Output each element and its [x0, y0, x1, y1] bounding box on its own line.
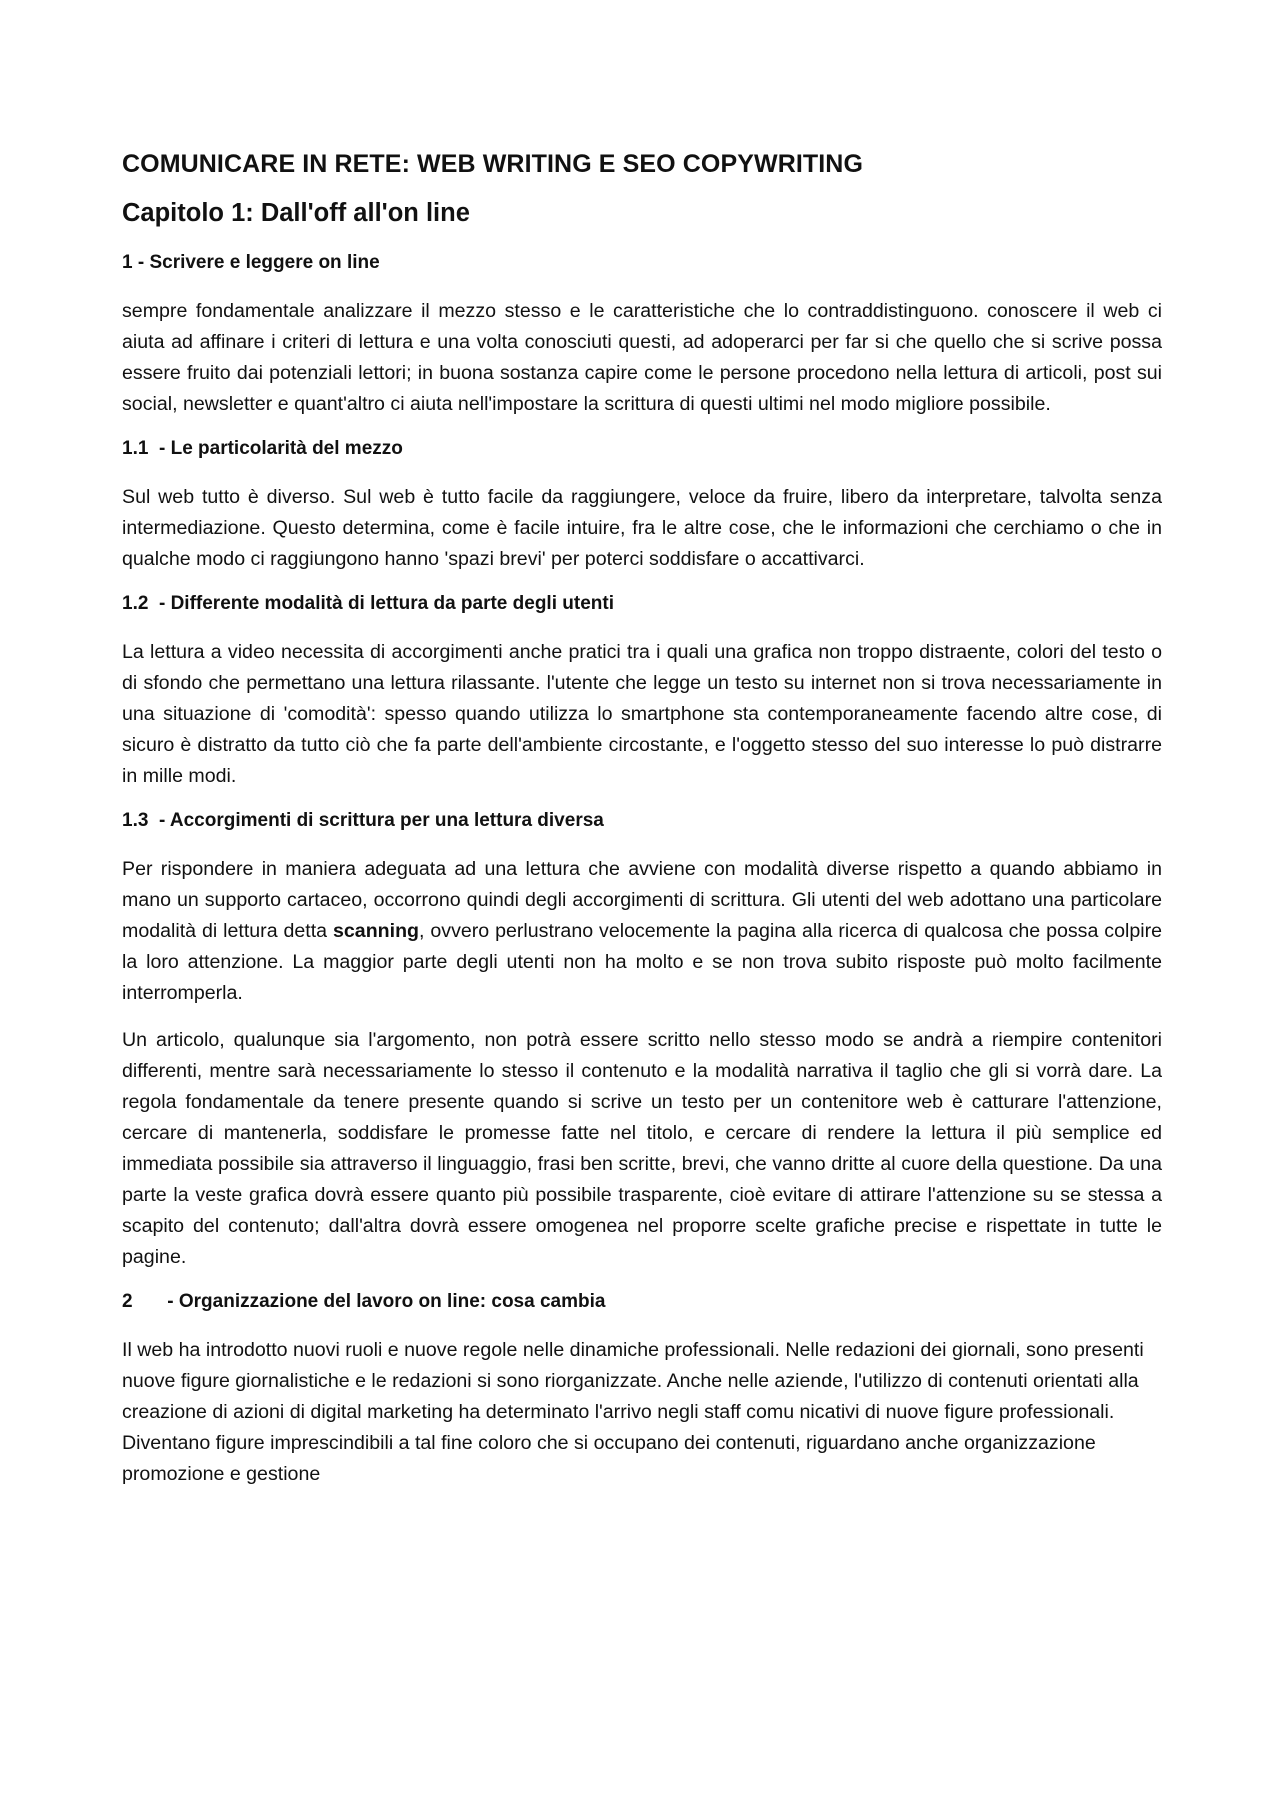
section-title: - Differente modalità di lettura da parte degli utenti — [158, 593, 614, 614]
section-2-paragraph: Il web ha introdotto nuovi ruoli e nuove regole nelle dinamiche professionali. Nelle redazioni dei giornali, sono presenti nuove figure giornalistiche e le redazioni si sono riorganizzate. Anche nelle aziende, l'utilizzo di contenuti orientati alla creazione di azioni di digital marketing ha determinato l'arrivo negli staff comu nicativi di nuove figure professionali. Diventano figure imprescindibili a tal fine coloro che si occupano dei contenuti, riguardano anche organizzazione promozione e gestione — [122, 1339, 1144, 1485]
section-number: 1.3 — [122, 810, 149, 831]
section-1-2-paragraph: La lettura a video necessita di accorgimenti anche pratici tra i quali una grafica non troppo distraente, colori del testo o di sfondo che permettano una lettura rilassante. l'utente che legge un testo su internet non si trova necessariamente in una situazione di 'comodità': spesso quando utilizza lo smartphone sta contemporaneamente facendo altre cose, di sicuro è distratto da tutto ciò che fa parte dell'ambiente circostante, e l'oggetto stesso del suo interesse lo può distrarre in mille modi. — [122, 641, 1162, 787]
paragraph-text: , ovvero perlustrano velocemente la pagina alla ricerca di qualcosa che possa colpire la loro attenzione. La maggior parte degli utenti non ha molto e se non trova subito risposte può molto facilmente interromperla. — [122, 920, 1162, 1004]
section-heading-1-1 — [122, 436, 1162, 462]
section-number: 2 — [122, 1291, 133, 1312]
document-page — [122, 150, 1162, 1506]
section-1-3-paragraph-2: Un articolo, qualunque sia l'argomento, non potrà essere scritto nello stesso modo se andrà a riempire contenitori differenti, mentre sarà necessariamente lo stesso il contenuto e la modalità narrativa il taglio che gli si vorrà dare. La regola fondamentale da tenere presente quando si scrive un testo per un contenitore web è catturare l'attenzione, cercare di mantenerla, soddisfare le promesse fatte nel titolo, e cercare di rendere la lettura il più semplice ed immediata possibile sia attraverso il linguaggio, frasi ben scritte, brevi, che vanno dritte al cuore della questione. Da una parte la veste grafica dovrà essere quanto più possibile trasparente, cioè evitare di attirare l'attenzione su se stessa a scapito del contenuto; dall'altra dovrà essere omogenea nel proporre scelte grafiche precise e rispettate in tutte le pagine. — [122, 1029, 1162, 1268]
section-heading-1-2 — [122, 591, 1162, 617]
section-title: - Accorgimenti di scrittura per una lettura diversa — [158, 810, 604, 831]
chapter-title: Capitolo 1: Dall'off all'on line — [122, 199, 470, 227]
section-title: - Le particolarità del mezzo — [158, 438, 403, 459]
section-heading-2 — [122, 1289, 1162, 1315]
section-number: 1.1 — [122, 438, 149, 459]
paragraph-text: Per rispondere in maniera adeguata ad una lettura che avviene con modalità diverse rispetto a quando abbiamo in mano un supporto cartaceo, occorrono quindi degli accorgimenti di scrittura. Gli utenti del web adottano una particolare modalità di lettura detta — [122, 858, 1162, 942]
scanning-term: scanning — [333, 920, 420, 942]
section-heading-1-3 — [122, 808, 1162, 834]
section-1-1-paragraph: Sul web tutto è diverso. Sul web è tutto facile da raggiungere, veloce da fruire, libero da interpretare, talvolta senza intermediazione. Questo determina, come è facile intuire, fra le altre cose, che le informazioni che cerchiamo o che in qualche modo ci raggiungono hanno 'spazi brevi' per poterci soddisfare o accattivarci. — [122, 486, 1162, 570]
section-1-paragraph: sempre fondamentale analizzare il mezzo stesso e le caratteristiche che lo contraddistinguono. conoscere il web ci aiuta ad affinare i criteri di lettura e una volta conosciuti questi, ad adoperarci per far si che quello che si scrive possa essere fruito dai potenziali lettori; in buona sostanza capire come le persone procedono nella lettura di articoli, post sui social, newsletter e quant'altro ci aiuta nell'impostare la scrittura di questi ultimi nel modo migliore possibile. — [122, 300, 1162, 415]
document-title: COMUNICARE IN RETE: WEB WRITING E SEO COPYWRITING — [122, 150, 864, 178]
section-heading-1: 1 - Scrivere e leggere on line — [122, 252, 380, 273]
section-title: - Organizzazione del lavoro on line: cosa cambia — [167, 1291, 606, 1312]
section-1-3-paragraph-1 — [122, 854, 1162, 1009]
section-number: 1.2 — [122, 593, 149, 614]
